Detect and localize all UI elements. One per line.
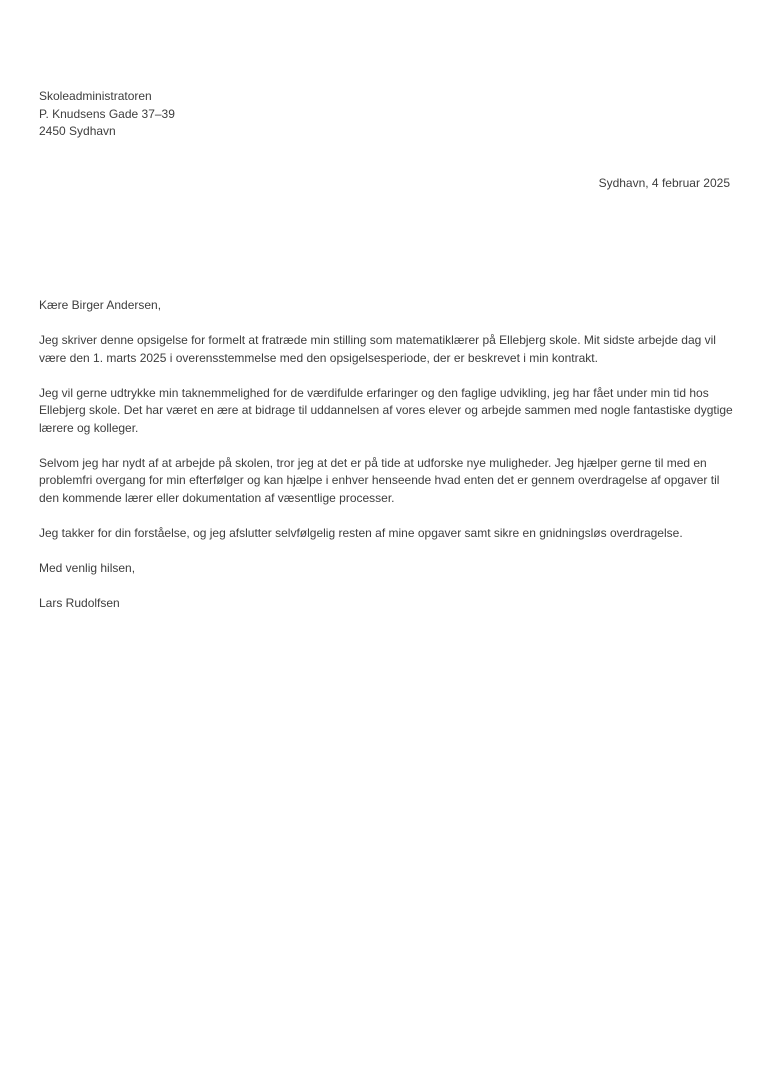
paragraph-3: Selvom jeg har nydt af at arbejde på skolen, tror jeg at det er på tide at udforske nye muligheder. Jeg hjælper gerne til med en problemfri overgang for min efterfølger og kan hjælpe i enhver henseende hvad enten det er gennem overdragelse af opgaver til den kommende lærer eller dokumentation af væsentlige processer. xyxy=(39,455,720,505)
greeting: Kære Birger Andersen, xyxy=(39,298,162,312)
recipient-city: 2450 Sydhavn xyxy=(39,124,116,138)
paragraph-1: Jeg skriver denne opsigelse for formelt at fratræde min stilling som matematiklærer på Ellebjerg skole. Mit sidste arbejde dag vil være den 1. marts 2025 i overensstemmelse med den opsigelsesperiode, der er beskrevet i min kontrakt. xyxy=(39,333,716,365)
closing: Med venlig hilsen, xyxy=(39,560,136,575)
recipient-address xyxy=(39,88,175,141)
letter-body xyxy=(39,297,734,630)
paragraph-2: Jeg vil gerne udtrykke min taknemmelighed for de værdifulde erfaringer og den faglige udvikling, jeg har fået under min tid hos Ellebjerg skole. Det har været en ære at bidrage til uddannelsen af vores elever og arbejde sammen med nogle fantastiske dygtige lærere og kolleger. xyxy=(39,385,733,435)
recipient-name: Skoleadministratoren xyxy=(39,89,152,103)
recipient-street: P. Knudsens Gade 37–39 xyxy=(39,106,175,121)
paragraph-4: Jeg takker for din forståelse, og jeg afslutter selvfølgelig resten af mine opgaver samt sikre en gnidningsløs overdragelse. xyxy=(39,525,683,540)
date-line: Sydhavn, 4 februar 2025 xyxy=(598,176,730,190)
signature: Lars Rudolfsen xyxy=(39,595,120,610)
